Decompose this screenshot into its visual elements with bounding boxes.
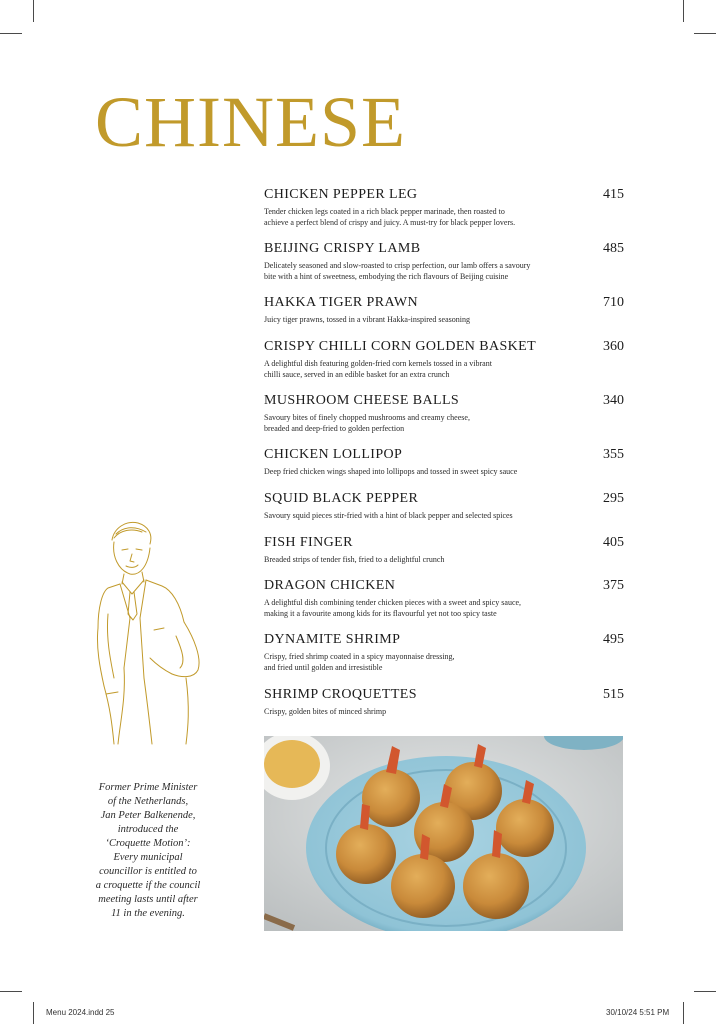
item-description: Crispy, golden bites of minced shrimp (264, 707, 387, 716)
item-price: 495 (603, 632, 624, 647)
menu-item (264, 632, 624, 673)
menu-item (264, 187, 624, 228)
footer-file-info: Menu 2024.indd 25 (46, 1008, 115, 1017)
item-price: 340 (603, 393, 624, 408)
menu-item (264, 339, 624, 380)
item-description: Breaded strips of tender fish, fried to a delightful crunch (264, 555, 445, 564)
menu-item (264, 491, 624, 522)
menu-item (264, 535, 624, 566)
item-description: Tender chicken legs coated in a rich black pepper marinade, then roasted to achieve a perfect blend of crispy and juicy. A must-try for black pepper lovers. (264, 207, 516, 227)
item-price: 515 (603, 687, 624, 702)
item-price: 415 (603, 187, 624, 202)
crop-mark (0, 991, 22, 992)
crop-mark (694, 33, 716, 34)
shrimp-croquettes-photo (264, 736, 623, 931)
menu-item (264, 578, 624, 619)
crop-mark (0, 33, 22, 34)
page-title: CHINESE (95, 82, 406, 162)
item-description: A delightful dish featuring golden-fried corn kernels tossed in a vibrant chilli sauce, served in an edible basket for an extra crunch (264, 359, 492, 379)
crop-mark (683, 0, 684, 22)
crop-mark (694, 991, 716, 992)
item-description: A delightful dish combining tender chicken pieces with a sweet and spicy sauce, making it a favourite among kids for its flavourful yet not too spicy taste (264, 598, 522, 618)
item-description: Savoury bites of finely chopped mushrooms and creamy cheese, breaded and deep-fried to golden perfection (264, 413, 470, 433)
item-description: Crispy, fried shrimp coated in a spicy mayonnaise dressing, and fried until golden and irresistible (264, 652, 455, 672)
item-name: SQUID BLACK PEPPER (264, 491, 419, 506)
quote-text: Former Prime Minister of the Netherlands, Jan Peter Balkenende, introduced the ‘Croquette Motion’: Every municipal councillor is entitled to a croquette if the council meeting lasts until after 11 in the evening. (95, 782, 201, 919)
footer-timestamp: 30/10/24 5:51 PM (606, 1008, 670, 1017)
item-name: BEIJING CRISPY LAMB (264, 241, 421, 256)
line-art-portrait (90, 518, 220, 748)
menu-item (264, 687, 624, 718)
item-name: CRISPY CHILLI CORN GOLDEN BASKET (264, 339, 537, 354)
item-name: MUSHROOM CHEESE BALLS (264, 393, 460, 408)
item-description: Deep fried chicken wings shaped into lollipops and tossed in sweet spicy sauce (264, 467, 518, 476)
item-name: SHRIMP CROQUETTES (264, 687, 417, 702)
item-description: Delicately seasoned and slow-roasted to crisp perfection, our lamb offers a savoury bite with a hint of sweetness, embodying the rich flavours of Beijing cuisine (264, 261, 531, 281)
menu-item (264, 241, 624, 282)
item-price: 375 (603, 578, 624, 593)
item-name: HAKKA TIGER PRAWN (264, 295, 418, 310)
item-price: 360 (603, 339, 624, 354)
item-description: Savoury squid pieces stir-fried with a hint of black pepper and selected spices (264, 511, 513, 520)
item-name: DRAGON CHICKEN (264, 578, 396, 593)
crop-mark (33, 0, 34, 22)
item-name: CHICKEN LOLLIPOP (264, 447, 403, 462)
item-price: 355 (603, 447, 624, 462)
crop-mark (33, 1002, 34, 1024)
crop-mark (683, 1002, 684, 1024)
item-price: 485 (603, 241, 624, 256)
item-price: 295 (603, 491, 624, 506)
item-name: CHICKEN PEPPER LEG (264, 187, 418, 202)
menu-item (264, 295, 624, 326)
item-price: 710 (603, 295, 624, 310)
item-description: Juicy tiger prawns, tossed in a vibrant Hakka-inspired seasoning (264, 315, 470, 324)
item-price: 405 (603, 535, 624, 550)
menu-item (264, 393, 624, 434)
menu-item (264, 447, 624, 478)
item-name: FISH FINGER (264, 535, 353, 550)
item-name: DYNAMITE SHRIMP (264, 632, 401, 647)
